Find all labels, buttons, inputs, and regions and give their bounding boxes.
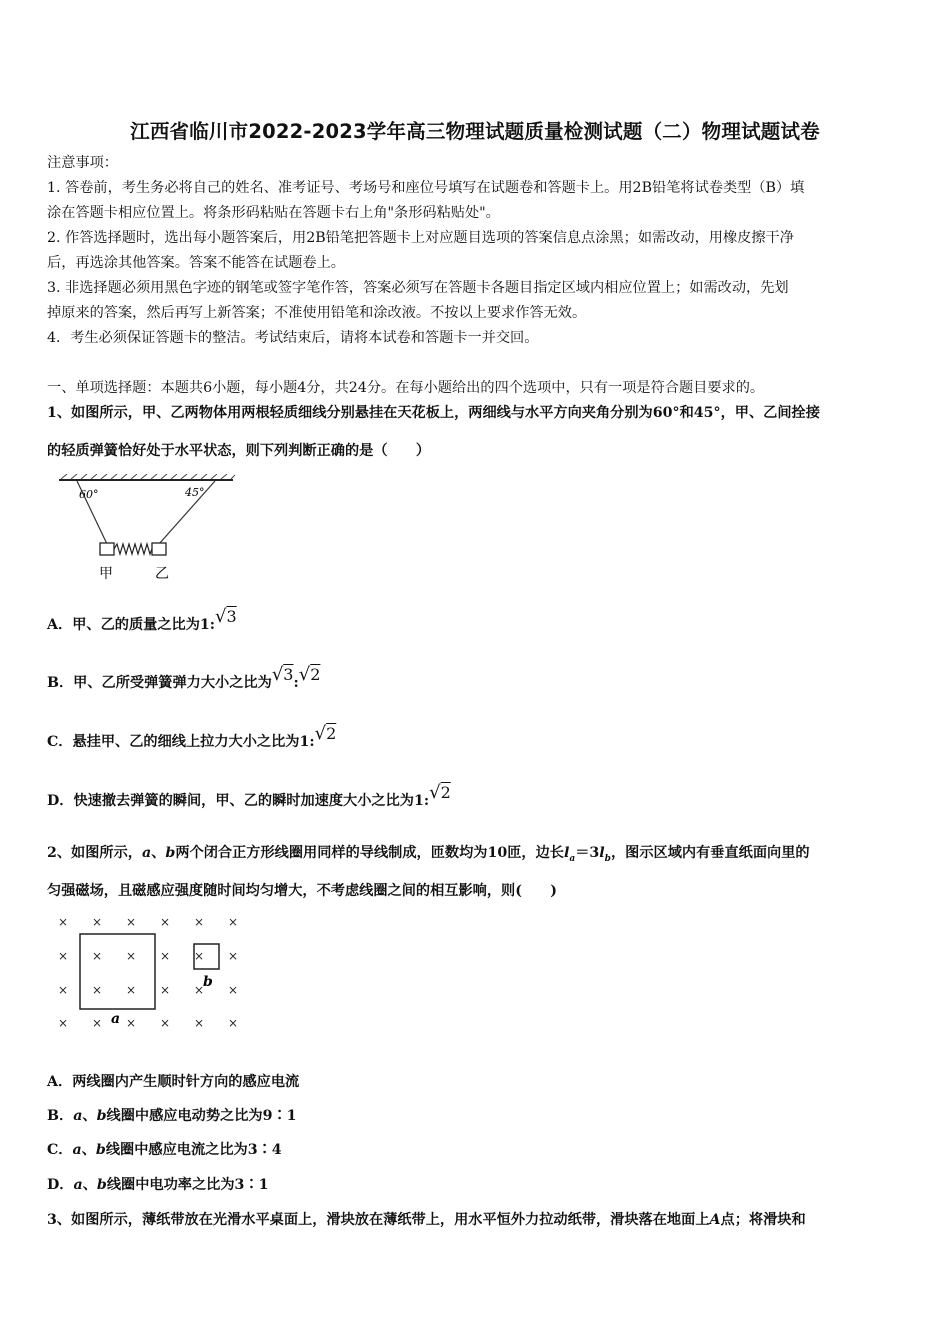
page-title: 江西省临川市2022-2023学年高三物理试题质量检测试题（二）物理试题试卷 [130,120,820,143]
notice-line: 3. 非选择题必须用黑色字迹的钢笔或签字笔作答，答案必须写在答题卡各题目指定区域内相应位置上；如需改动，先划 [47,280,789,296]
block-jia [100,543,114,555]
sqrt-symbol: √3 [215,606,237,627]
q2-option-a[interactable]: A．两线圈内产生顺时针方向的感应电流 [47,1074,300,1090]
option-text: D．快速撤去弹簧的瞬间，甲、乙的瞬时加速度大小之比为1: [47,793,430,809]
notice-line: 后，再选涂其他答案。答案不能答在试题卷上。 [47,255,345,271]
svg-text:×: × [92,983,103,997]
sqrt-symbol: √2 [314,723,337,744]
svg-text:×: × [194,915,205,929]
svg-text:×: × [126,1016,137,1030]
notice-line: 掉原来的答案，然后再写上新答案；不准使用铅笔和涂改液。不按以上要求作答无效。 [47,305,587,321]
svg-text:×: × [126,983,137,997]
section-heading: 一、单项选择题：本题共6小题，每小题4分，共24分。在每小题给出的四个选项中，只有一项是符合题目要求的。 [47,380,765,396]
label-b: b [203,974,213,990]
svg-text:×: × [92,915,103,929]
notice-line: 1. 答卷前，考生务必将自己的姓名、准考证号、考场号和座位号填写在试题卷和答题卡上。用2B铅笔将试卷类型（B）填 [47,180,805,196]
notice-heading: 注意事项： [47,155,118,171]
svg-text:×: × [58,915,69,929]
q1-option-d[interactable] [47,782,451,810]
svg-text:×: × [160,949,171,963]
svg-text:×: × [194,949,205,963]
svg-text:×: × [126,915,137,929]
label-jia: 甲 [99,566,113,582]
q2-option-b[interactable]: B．a、b线圈中感应电动势之比为9∶1 [47,1108,297,1124]
notice-line: 2. 作答选择题时，选出每小题答案后，用2B铅笔把答题卡上对应题目选项的答案信息点涂黑；如需改动，用橡皮擦干净 [47,230,794,246]
ratio-sep: : [293,675,299,691]
block-yi [152,543,166,555]
magnetic-field-crosses [58,915,238,1030]
ceiling-hatching [61,474,235,479]
svg-text:×: × [160,983,171,997]
svg-text:×: × [228,915,239,929]
coil-a [80,934,155,1009]
svg-text:×: × [126,949,137,963]
q1-option-b[interactable] [47,664,321,692]
angle-right-label: 45° [185,486,205,499]
svg-text:×: × [228,949,239,963]
spring [114,544,152,554]
q1-option-a[interactable] [47,606,237,634]
sqrt-symbol: √3 [271,664,294,685]
label-a: a [111,1011,121,1027]
notice-line: 涂在答题卡相应位置上。将条形码粘贴在答题卡右上角"条形码粘贴处"。 [47,205,500,221]
q1-stem-line1: 1、如图所示，甲、乙两物体用两根轻质细线分别悬挂在天花板上，两细线与水平方向夹角分别为60°和45°，甲、乙间拴接 [47,405,820,421]
q1-stem-line2: 的轻质弹簧恰好处于水平状态，则下列判断正确的是（ ） [47,443,431,459]
svg-text:×: × [194,983,205,997]
label-yi: 乙 [155,566,169,582]
option-text: B．甲、乙所受弹簧弹力大小之比为 [47,675,272,691]
q2-option-c[interactable]: C．a、b线圈中感应电流之比为3∶4 [47,1142,282,1158]
svg-text:×: × [58,983,69,997]
svg-text:×: × [228,983,239,997]
svg-text:×: × [58,949,69,963]
svg-text:×: × [58,1016,69,1030]
q3-stem-line1: 3、如图所示，薄纸带放在光滑水平桌面上，滑块放在薄纸带上，用水平恒外力拉动纸带，滑块落在地面上A点；将滑块和 [47,1212,806,1228]
angle-left-label: 60° [79,488,99,501]
sqrt-symbol: √2 [429,782,451,803]
q1-figure [55,474,240,584]
svg-text:×: × [160,1016,171,1030]
q2-stem-line2: 匀强磁场，且磁感应强度随时间均匀增大，不考虑线圈之间的相互影响，则( ) [47,883,557,899]
svg-text:×: × [92,1016,103,1030]
q2-figure [50,910,245,1032]
svg-text:×: × [92,949,103,963]
q1-option-c[interactable] [47,723,337,751]
option-text: C．悬挂甲、乙的细线上拉力大小之比为1: [47,734,315,750]
sqrt-symbol: √2 [298,664,321,685]
svg-text:×: × [228,1016,239,1030]
notice-line: 4．考生必须保证答题卡的整洁。考试结束后，请将本试卷和答题卡一并交回。 [47,330,539,346]
option-text: A．甲、乙的质量之比为1: [47,617,215,633]
q2-option-d[interactable]: D．a、b线圈中电功率之比为3∶1 [47,1177,269,1193]
svg-text:×: × [194,1016,205,1030]
svg-text:×: × [160,915,171,929]
q2-stem-line1: 2、如图所示，a、b两个闭合正方形线圈用同样的导线制成，匝数均为10匝，边长$l_a=3l_b$，图示区域内有垂直纸面向里的 [47,845,810,864]
